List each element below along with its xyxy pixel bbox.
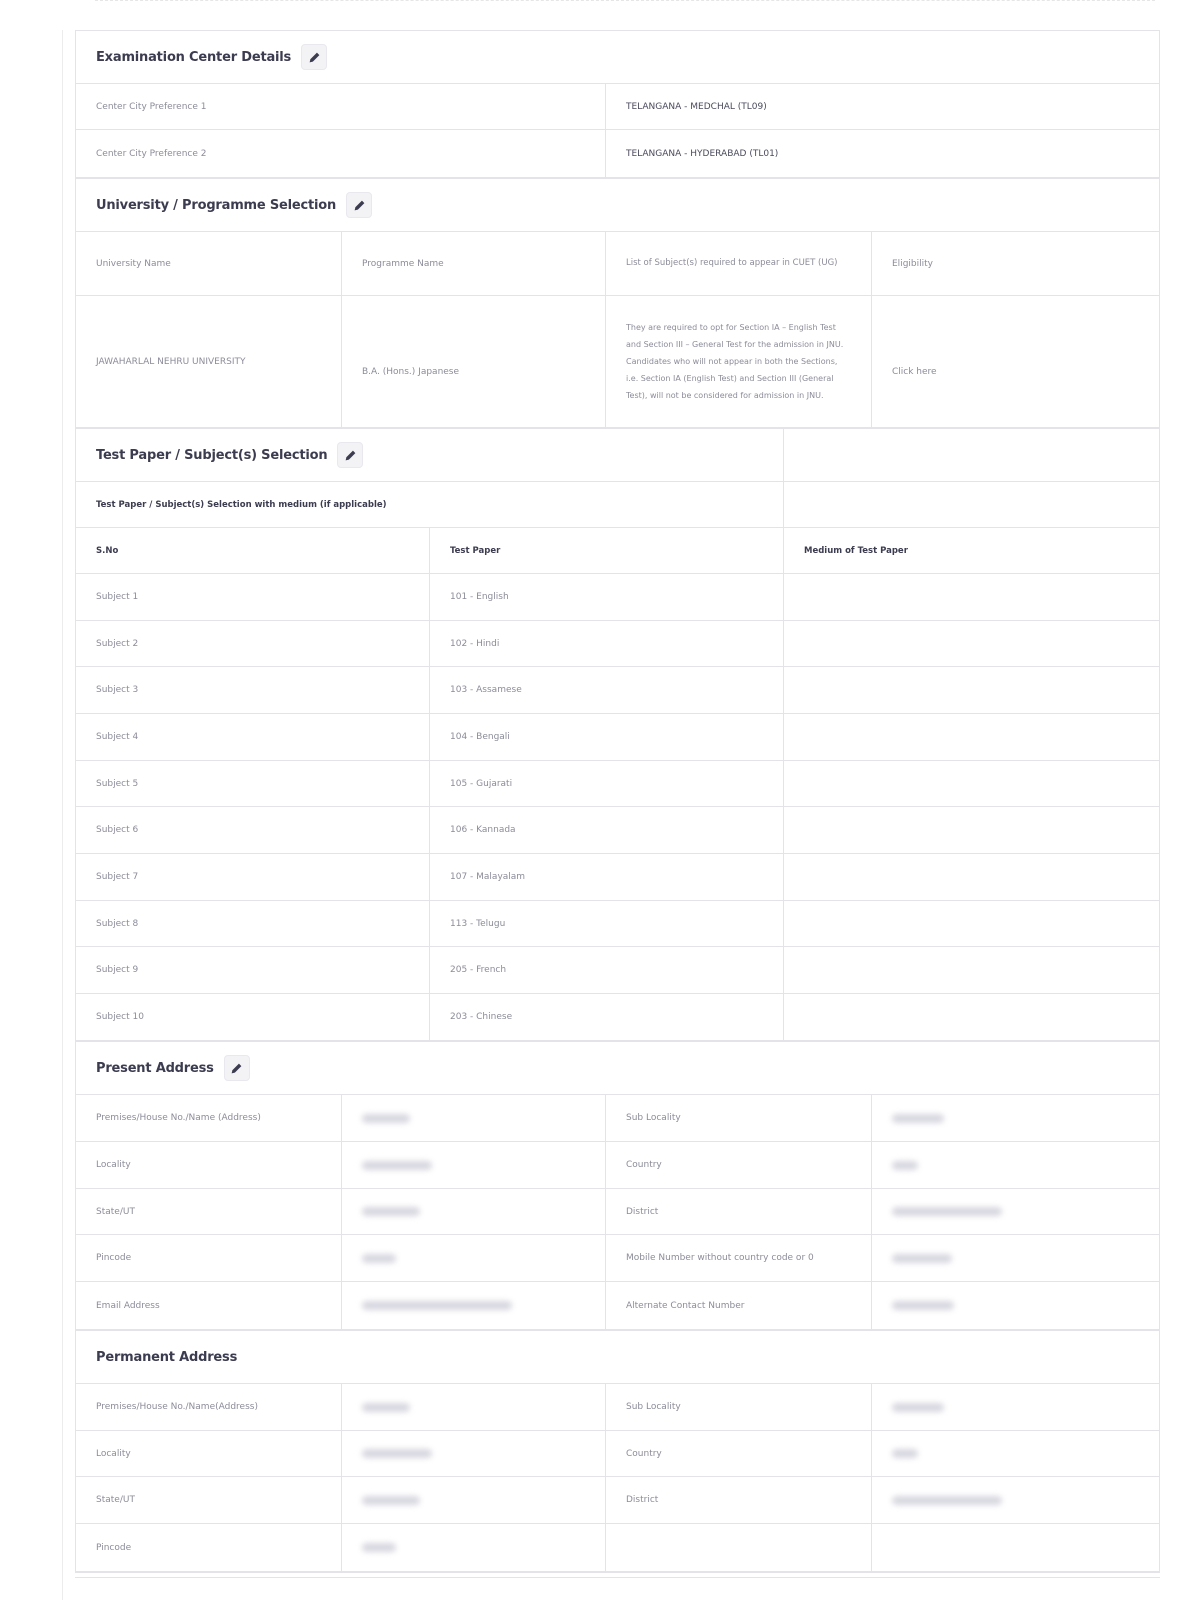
table-row bbox=[76, 1142, 1159, 1189]
table-row bbox=[76, 1384, 1159, 1431]
exam-center-section bbox=[75, 30, 1160, 178]
programme-name: B.A. (Hons.) Japanese bbox=[342, 296, 606, 427]
subject-medium bbox=[784, 574, 1139, 620]
section-title: Test Paper / Subject(s) Selection bbox=[96, 447, 328, 463]
university-section bbox=[75, 178, 1160, 428]
address-label: District bbox=[606, 1477, 872, 1523]
subject-sno: Subject 5 bbox=[76, 761, 430, 806]
edit-university-button[interactable] bbox=[346, 192, 372, 218]
subjects-required: They are required to opt for Section IA – English Test and Section III – General Test for the admission in JNU. Candidates who will not appear in both the Sections, i.e. Section IA (English Test) and Section III (General Test), will not be considered for admission in JNU. bbox=[606, 296, 872, 427]
address-label bbox=[606, 1524, 872, 1571]
eligibility-link[interactable]: Click here bbox=[892, 366, 937, 377]
col-test-paper: Test Paper bbox=[430, 528, 784, 573]
redacted-text bbox=[362, 1403, 410, 1412]
redacted-value bbox=[342, 1282, 606, 1329]
redacted-text bbox=[892, 1449, 918, 1458]
address-label: Country bbox=[606, 1431, 872, 1476]
table-row bbox=[76, 1524, 1159, 1572]
edit-test-paper-button[interactable] bbox=[337, 442, 363, 468]
redacted-value bbox=[342, 1524, 606, 1571]
col-medium: Medium of Test Paper bbox=[804, 545, 908, 556]
address-label: Premises/House No./Name (Address) bbox=[76, 1095, 342, 1141]
address-label: Pincode bbox=[76, 1235, 342, 1281]
bottom-divider bbox=[75, 1572, 1160, 1578]
top-divider bbox=[95, 0, 1155, 2]
address-label: Premises/House No./Name(Address) bbox=[76, 1384, 342, 1430]
subject-test-paper: 105 - Gujarati bbox=[430, 761, 784, 806]
address-label: Pincode bbox=[76, 1524, 342, 1571]
subject-sno: Subject 6 bbox=[76, 807, 430, 853]
address-label: Sub Locality bbox=[606, 1095, 872, 1141]
redacted-text bbox=[892, 1114, 944, 1123]
subject-sno: Subject 1 bbox=[76, 574, 430, 620]
exam-center-header bbox=[76, 31, 1159, 84]
redacted-value bbox=[872, 1235, 1139, 1281]
center-pref-1-value: TELANGANA - MEDCHAL (TL09) bbox=[626, 101, 767, 112]
redacted-text bbox=[362, 1161, 432, 1170]
subject-medium bbox=[784, 807, 1139, 853]
redacted-value bbox=[342, 1431, 606, 1476]
present-address-rows bbox=[76, 1095, 1159, 1330]
section-title: University / Programme Selection bbox=[96, 197, 337, 213]
col-university-name: University Name bbox=[76, 232, 342, 295]
left-divider bbox=[62, 30, 63, 1600]
table-row bbox=[76, 994, 1159, 1041]
subject-test-paper: 113 - Telugu bbox=[430, 901, 784, 946]
university-header bbox=[76, 179, 1159, 232]
subject-sno: Subject 4 bbox=[76, 714, 430, 760]
subject-test-paper: 106 - Kannada bbox=[430, 807, 784, 853]
redacted-text bbox=[362, 1114, 410, 1123]
subject-medium bbox=[784, 621, 1139, 666]
subtitle-row bbox=[76, 482, 1159, 528]
subject-sno: Subject 10 bbox=[76, 994, 430, 1040]
test-paper-header bbox=[76, 429, 1159, 482]
table-row bbox=[76, 1095, 1159, 1142]
address-label: Email Address bbox=[76, 1282, 342, 1329]
application-preview bbox=[75, 30, 1160, 1578]
table-row bbox=[76, 667, 1159, 714]
pencil-icon bbox=[308, 51, 321, 64]
col-subjects-required: List of Subject(s) required to appear in CUET (UG) bbox=[606, 232, 872, 295]
redacted-value bbox=[342, 1384, 606, 1430]
subject-medium bbox=[784, 994, 1139, 1040]
subject-test-paper: 107 - Malayalam bbox=[430, 854, 784, 900]
subject-test-paper: 203 - Chinese bbox=[430, 994, 784, 1040]
empty-cell bbox=[784, 482, 1139, 527]
redacted-text bbox=[362, 1254, 396, 1263]
redacted-value bbox=[872, 1477, 1139, 1523]
test-paper-subtitle: Test Paper / Subject(s) Selection with medium (if applicable) bbox=[76, 482, 784, 527]
subject-sno: Subject 2 bbox=[76, 621, 430, 666]
col-eligibility: Eligibility bbox=[892, 258, 933, 269]
address-label: Alternate Contact Number bbox=[606, 1282, 872, 1329]
redacted-value bbox=[872, 1431, 1139, 1476]
address-label: Locality bbox=[76, 1142, 342, 1188]
redacted-value bbox=[872, 1282, 1139, 1329]
subject-medium bbox=[784, 947, 1139, 993]
address-label: State/UT bbox=[76, 1477, 342, 1523]
table-row bbox=[76, 1477, 1159, 1524]
col-programme-name: Programme Name bbox=[342, 232, 606, 295]
subject-test-paper: 102 - Hindi bbox=[430, 621, 784, 666]
subject-sno: Subject 8 bbox=[76, 901, 430, 946]
redacted-value bbox=[342, 1142, 606, 1188]
address-label: District bbox=[606, 1189, 872, 1234]
address-label: State/UT bbox=[76, 1189, 342, 1234]
edit-exam-center-button[interactable] bbox=[301, 44, 327, 70]
redacted-text bbox=[892, 1207, 1002, 1216]
address-label: Country bbox=[606, 1142, 872, 1188]
edit-present-address-button[interactable] bbox=[224, 1055, 250, 1081]
present-address-header bbox=[76, 1042, 1159, 1095]
address-label: Sub Locality bbox=[606, 1384, 872, 1430]
table-header-row bbox=[76, 232, 1159, 296]
subject-sno: Subject 7 bbox=[76, 854, 430, 900]
subject-medium bbox=[784, 761, 1139, 806]
subject-sno: Subject 9 bbox=[76, 947, 430, 993]
redacted-value bbox=[872, 1095, 1139, 1141]
table-row bbox=[76, 947, 1159, 994]
redacted-value bbox=[342, 1235, 606, 1281]
redacted-text bbox=[892, 1254, 952, 1263]
redacted-value bbox=[342, 1095, 606, 1141]
table-row bbox=[76, 1282, 1159, 1330]
subject-medium bbox=[784, 714, 1139, 760]
redacted-value bbox=[872, 1384, 1139, 1430]
redacted-value bbox=[872, 1189, 1139, 1234]
present-address-section bbox=[75, 1041, 1160, 1330]
redacted-text bbox=[362, 1543, 396, 1552]
table-row bbox=[76, 1189, 1159, 1235]
redacted-text bbox=[362, 1301, 512, 1310]
section-title: Present Address bbox=[96, 1060, 214, 1076]
table-row bbox=[76, 901, 1159, 947]
subject-test-paper: 101 - English bbox=[430, 574, 784, 620]
redacted-value bbox=[342, 1477, 606, 1523]
subject-medium bbox=[784, 667, 1139, 713]
table-row bbox=[76, 84, 1159, 130]
subject-test-paper: 104 - Bengali bbox=[430, 714, 784, 760]
pencil-icon bbox=[353, 199, 366, 212]
table-row bbox=[76, 807, 1159, 854]
table-row bbox=[76, 574, 1159, 621]
table-row bbox=[76, 761, 1159, 807]
pencil-icon bbox=[230, 1062, 243, 1075]
redacted-text bbox=[892, 1161, 918, 1170]
test-paper-section bbox=[75, 428, 1160, 1041]
table-row bbox=[76, 714, 1159, 761]
section-title: Examination Center Details bbox=[96, 49, 292, 65]
redacted-value bbox=[872, 1524, 1139, 1571]
redacted-value bbox=[342, 1189, 606, 1234]
redacted-text bbox=[892, 1496, 1002, 1505]
header-divider bbox=[783, 429, 784, 481]
redacted-text bbox=[892, 1301, 954, 1310]
table-header-row bbox=[76, 528, 1159, 574]
permanent-address-rows bbox=[76, 1384, 1159, 1572]
section-title: Permanent Address bbox=[96, 1349, 238, 1365]
redacted-text bbox=[892, 1403, 944, 1412]
pencil-icon bbox=[344, 449, 357, 462]
redacted-text bbox=[362, 1449, 432, 1458]
subject-medium bbox=[784, 854, 1139, 900]
address-label: Mobile Number without country code or 0 bbox=[606, 1235, 872, 1281]
subject-test-paper: 103 - Assamese bbox=[430, 667, 784, 713]
redacted-value bbox=[872, 1142, 1139, 1188]
redacted-text bbox=[362, 1207, 420, 1216]
center-pref-2-value: TELANGANA - HYDERABAD (TL01) bbox=[626, 148, 779, 159]
table-row bbox=[76, 1235, 1159, 1282]
subject-rows bbox=[76, 574, 1159, 1041]
center-pref-1-label: Center City Preference 1 bbox=[76, 84, 606, 129]
university-name: JAWAHARLAL NEHRU UNIVERSITY bbox=[76, 296, 342, 427]
subject-sno: Subject 3 bbox=[76, 667, 430, 713]
table-row bbox=[76, 130, 1159, 178]
table-row bbox=[76, 854, 1159, 901]
table-row bbox=[76, 621, 1159, 667]
permanent-address-section bbox=[75, 1330, 1160, 1572]
center-pref-2-label: Center City Preference 2 bbox=[76, 130, 606, 177]
table-row bbox=[76, 1431, 1159, 1477]
subject-test-paper: 205 - French bbox=[430, 947, 784, 993]
col-sno: S.No bbox=[76, 528, 430, 573]
table-row bbox=[76, 296, 1159, 428]
address-label: Locality bbox=[76, 1431, 342, 1476]
redacted-text bbox=[362, 1496, 420, 1505]
subject-medium bbox=[784, 901, 1139, 946]
permanent-address-header bbox=[76, 1331, 1159, 1384]
